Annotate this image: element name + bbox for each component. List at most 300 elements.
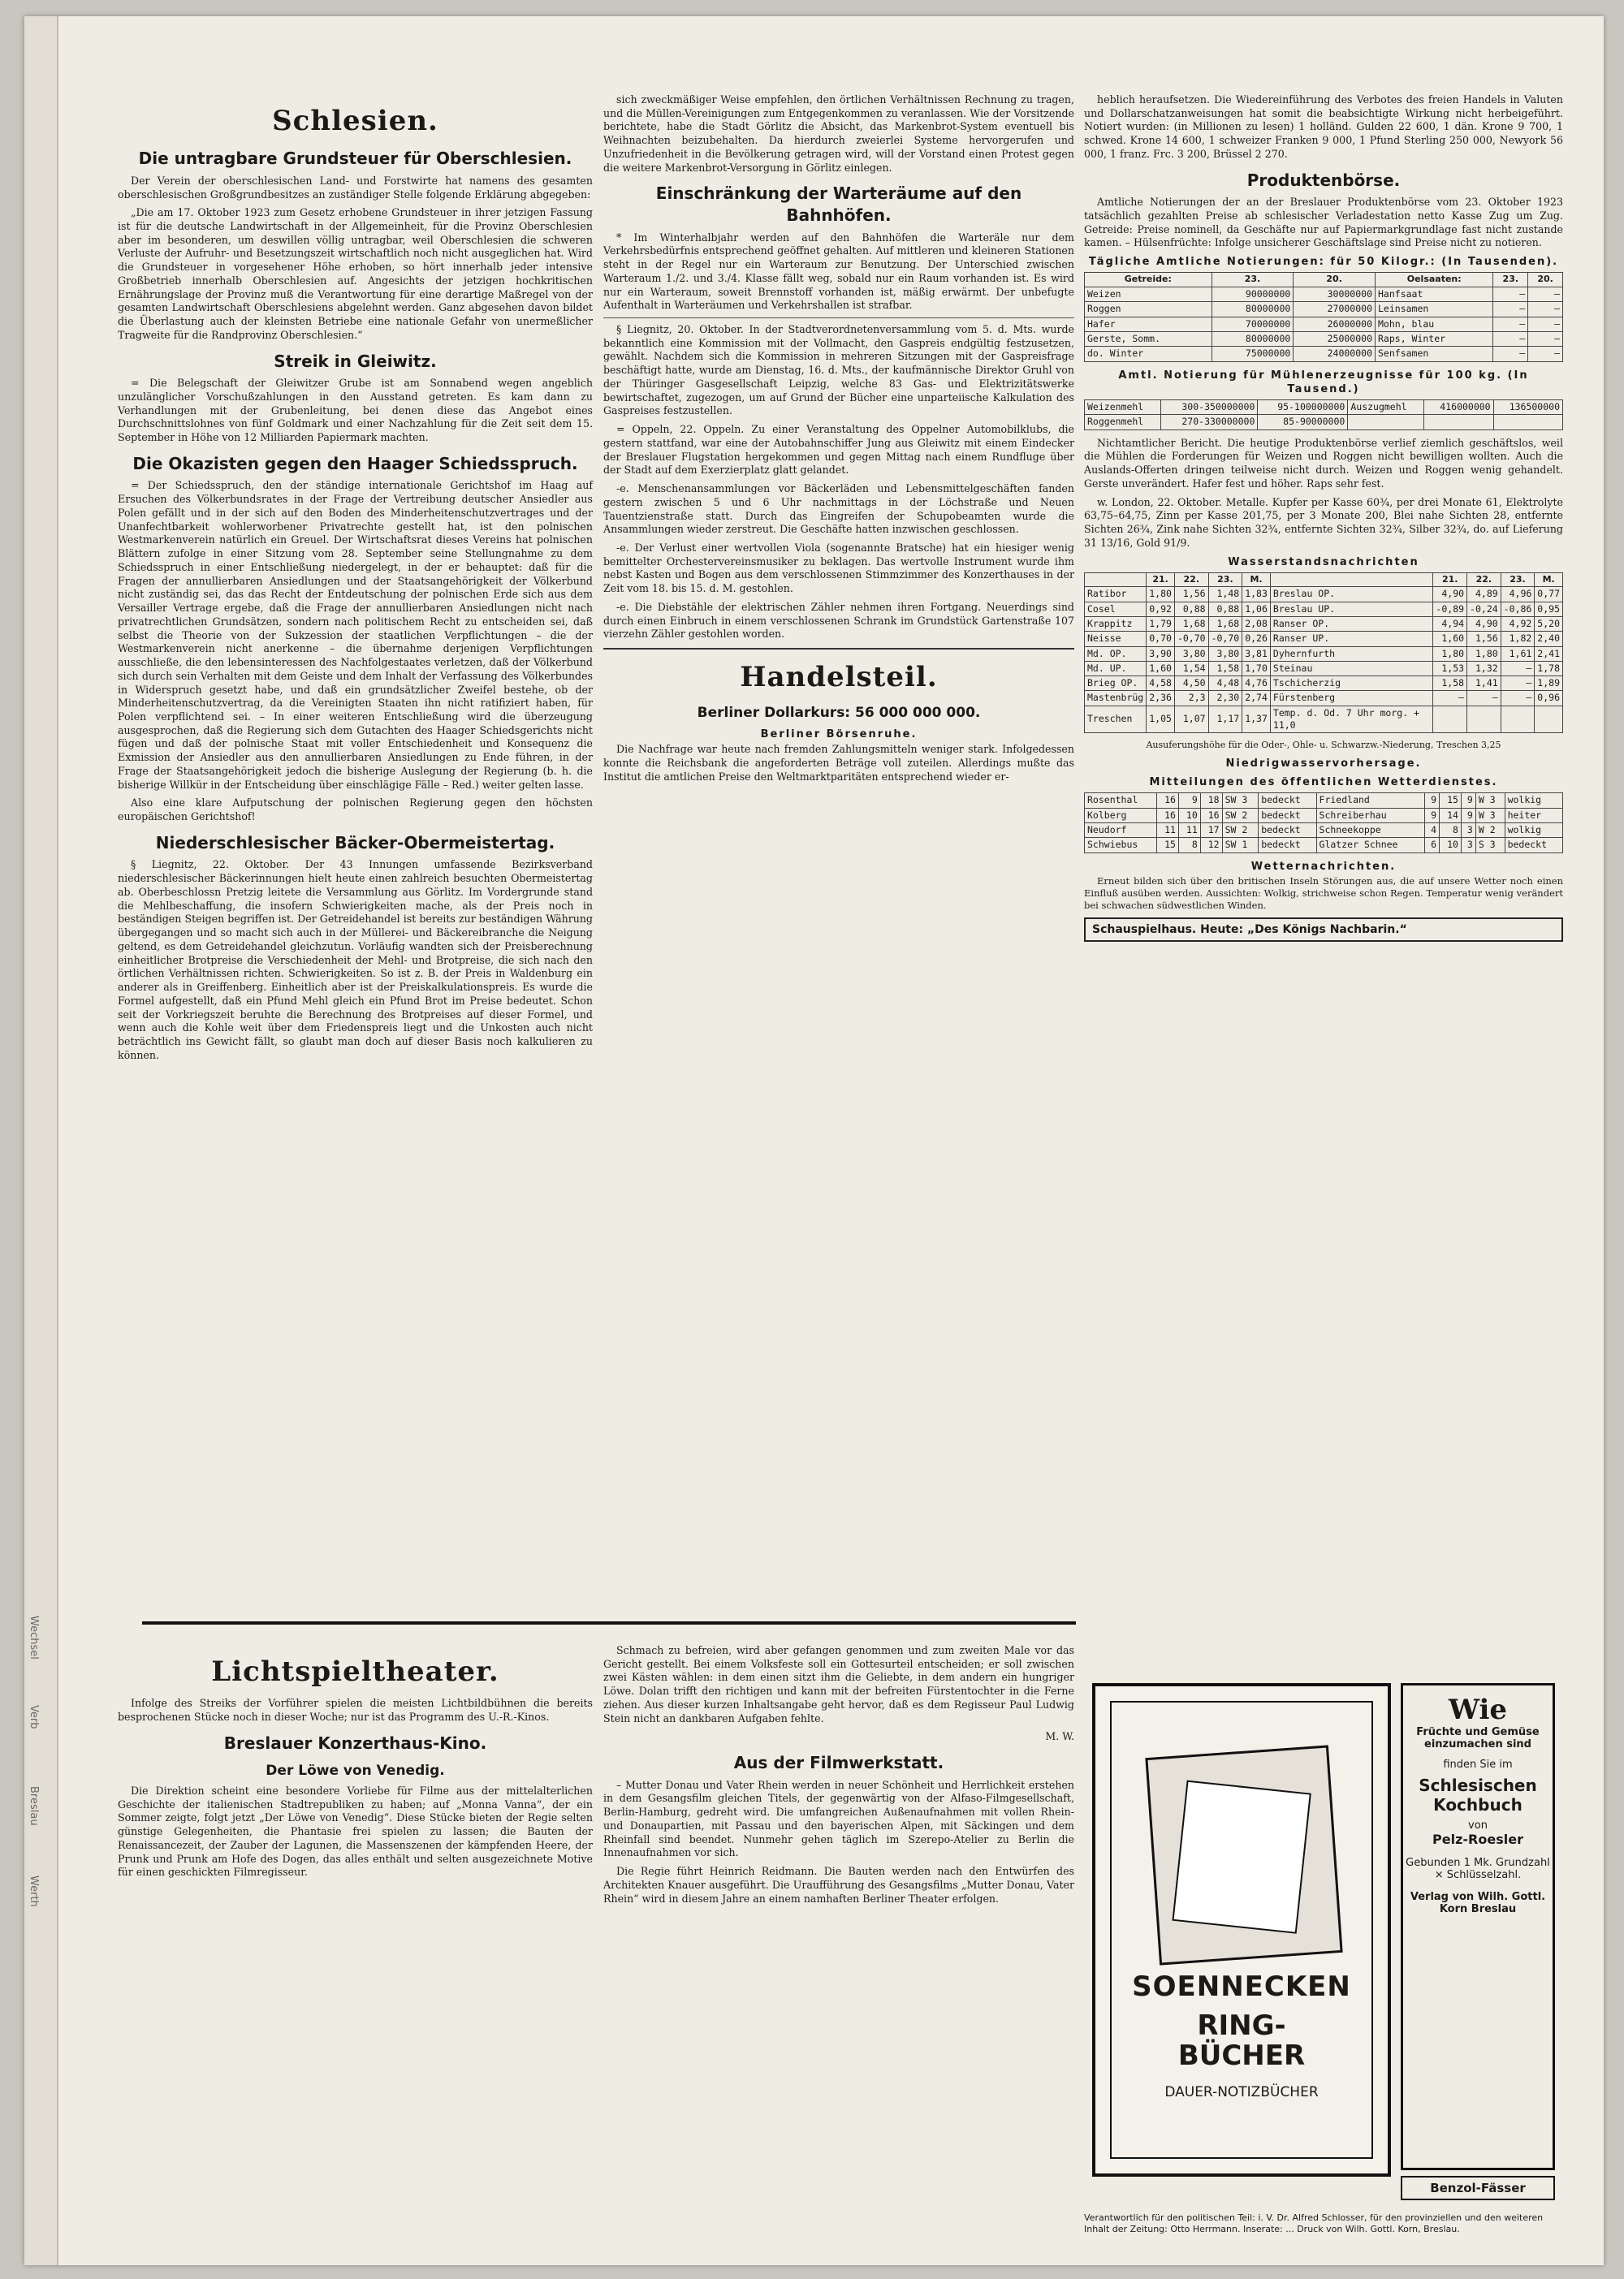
table-cell: 1,78 bbox=[1535, 661, 1563, 675]
table-cell: 4,94 bbox=[1433, 616, 1467, 631]
table-cell: 0,92 bbox=[1147, 602, 1175, 616]
table-cell: 1,82 bbox=[1501, 632, 1535, 646]
article-paragraph: = Oppeln, 22. Oppeln. Zu einer Veranstaltung des Oppelner Automobilklubs, die gestern stattfand, war eine der Autobahnschiffer Jung aus Gleiwitz mit einem Eindecker der Breslauer Flugstation hergekommen und gegen Mittag nach einem Rundfluge über der Stadt auf dem Exerzierplatz glatt gelandet. bbox=[603, 423, 1074, 477]
table-cell: Friedland bbox=[1316, 793, 1425, 808]
table-cell: 26000000 bbox=[1294, 317, 1376, 331]
table-row bbox=[1085, 587, 1563, 602]
table-cell: 1,06 bbox=[1242, 602, 1271, 616]
table-cell: 9 bbox=[1461, 808, 1475, 822]
table-caption: Wasserstandsnachrichten bbox=[1228, 555, 1419, 568]
table-cell: 0,26 bbox=[1242, 632, 1271, 646]
table-cell: — bbox=[1501, 661, 1535, 675]
table-cell: Fürstenberg bbox=[1270, 691, 1433, 706]
table-cell: SW 2 bbox=[1222, 808, 1259, 822]
table-cell: — bbox=[1501, 676, 1535, 691]
table-cell: 3,81 bbox=[1242, 646, 1271, 661]
table-cell: 15 bbox=[1157, 838, 1179, 852]
table-cell: 4,58 bbox=[1147, 676, 1175, 691]
table-cell: 4,90 bbox=[1433, 587, 1467, 602]
table-cell: 1,54 bbox=[1174, 661, 1208, 675]
article-paragraph: -e. Die Diebstähle der elektrischen Zähler nehmen ihren Fortgang. Neuerdings sind durch einen Einbruch in einem verschlossenen Schrank im Grundstück Gartenstraße 107 vierzehn Zähler gestohlen worden. bbox=[603, 600, 1074, 641]
table-cell: 1,58 bbox=[1433, 676, 1467, 691]
table-cell: Weizen bbox=[1085, 287, 1212, 302]
ad-text: Früchte und Gemüse einzumachen sind bbox=[1416, 1726, 1540, 1750]
table-header: 23. bbox=[1208, 572, 1242, 587]
article-headline: Einschränkung der Warteräume auf den Bahnhöfen. bbox=[655, 183, 1022, 225]
divider bbox=[603, 648, 1074, 650]
table-cell: 25000000 bbox=[1294, 331, 1376, 346]
table-cell: — bbox=[1528, 287, 1563, 302]
article-paragraph: heblich heraufsetzen. Die Wiedereinführung des Verbotes des freien Handels in Valuten und Dollarschatzanweisungen hat somit die beabsichtigte Wirkung nicht herbeigeführt. Notiert wurden: (in Millionen zu lesen) 1 holländ. Gulden 22 600, 1 dän. Krone 9 700, 1 schwed. Krone 14 600, 1 schweizer Franken 9 000, 1 Pfund Sterling 250 000, Newyork 56 000, 1 franz. Frc. 3 200, Brüssel 2 270. bbox=[1084, 93, 1563, 160]
table-cell: 12 bbox=[1200, 838, 1222, 852]
table-cell: -0,70 bbox=[1208, 632, 1242, 646]
table-caption: Tägliche Amtliche Notierungen: für 50 Kilogr.: (In Tausenden). bbox=[1088, 256, 1559, 269]
table-cell: 14 bbox=[1440, 808, 1462, 822]
table-row bbox=[1085, 616, 1563, 631]
table-cell: 1,37 bbox=[1242, 706, 1271, 733]
table-cell: 9 bbox=[1461, 793, 1475, 808]
table-cell: -0,24 bbox=[1467, 602, 1501, 616]
table-header: 21. bbox=[1147, 572, 1175, 587]
table-row bbox=[1085, 661, 1563, 675]
article-paragraph: Der Verein der oberschlesischen Land- und Forstwirte hat namens des gesamten oberschlesischen Großgrundbesitzes an zuständiger Stelle folgende Erklärung abgegeben: bbox=[118, 174, 593, 201]
table-row bbox=[1085, 632, 1563, 646]
soennecken-ad bbox=[1092, 1683, 1391, 2177]
table-cell: 18 bbox=[1200, 793, 1222, 808]
table-cell: — bbox=[1528, 331, 1563, 346]
table-cell: bedeckt bbox=[1259, 838, 1316, 852]
table-cell: 30000000 bbox=[1294, 287, 1376, 302]
table-row bbox=[1085, 822, 1563, 837]
table-cell: Brieg OP. bbox=[1085, 676, 1147, 691]
table-cell: Ranser OP. bbox=[1270, 616, 1433, 631]
ad-headline: Wie bbox=[1448, 1694, 1508, 1726]
article-paragraph: – Mutter Donau und Vater Rhein werden in neuer Schönheit und Herrlichkeit erstehen in dem Gesangsfilm gleichen Titels, der gegenwärtig von der Alfaso-Filmgesellschaft, Berlin-Hamburg, gedreht wird. Die umfangreichen Außenaufnahmen mit vollen Rhein- und Donaupartien, mit Passau und den bayerischen Alpen, mit Säckingen und dem Rheinfall sind beendet. Nunmehr gehen täglich im Szerepo-Atelier zu Berlin die Innenaufnahmen vor sich. bbox=[603, 1778, 1074, 1859]
ad-text: finden Sie im bbox=[1443, 1759, 1513, 1771]
table-cell: 8 bbox=[1440, 822, 1462, 837]
table-cell: 1,48 bbox=[1208, 587, 1242, 602]
article-headline: Produktenbörse. bbox=[1246, 170, 1401, 190]
table-cell: 6 bbox=[1425, 838, 1440, 852]
subheadline: Wetternachrichten. bbox=[1250, 860, 1397, 873]
table-cell: Schneekoppe bbox=[1316, 822, 1425, 837]
table-cell: 2,08 bbox=[1242, 616, 1271, 631]
article-headline: Aus der Filmwerkstatt. bbox=[733, 1753, 944, 1773]
book-title: Schlesischen Kochbuch bbox=[1419, 1776, 1537, 1815]
column-1 bbox=[118, 93, 593, 1067]
brand-name: SOENNECKEN bbox=[1132, 1970, 1351, 2003]
table-cell bbox=[1467, 706, 1501, 733]
article-paragraph: Infolge des Streiks der Vorführer spielen die meisten Lichtbildbühnen die bereits besprochenen Stücke noch in dieser Woche; nur ist das Programm des U.-R.-Kinos. bbox=[118, 1697, 593, 1723]
table-cell: 300-350000000 bbox=[1160, 400, 1257, 415]
table-caption: Amtl. Notierung für Mühlenerzeugnisse für 100 kg. (In Tausend.) bbox=[1118, 369, 1529, 395]
water-level-table bbox=[1084, 572, 1563, 733]
table-cell: Hanfsaat bbox=[1376, 287, 1493, 302]
table-header bbox=[1270, 572, 1433, 587]
table-cell: — bbox=[1493, 317, 1528, 331]
table-cell: 1,17 bbox=[1208, 706, 1242, 733]
table-cell: Auszugmehl bbox=[1348, 400, 1424, 415]
article-headline: Die untragbare Grundsteuer für Oberschlesien. bbox=[138, 149, 572, 169]
table-cell bbox=[1424, 415, 1493, 429]
table-cell: 9 bbox=[1425, 808, 1440, 822]
table-cell: 75000000 bbox=[1212, 347, 1294, 361]
article-subheadline: Der Löwe von Venedig. bbox=[266, 1763, 445, 1780]
article-paragraph: Erneut bilden sich über den britischen Inseln Störungen aus, die auf unsere Wetter noch einen Einfluß ausüben werden. Aussichten: Wolkig, strichweise schon Regen. Temperatur wenig verändert bei schwachen südwestlichen Winden. bbox=[1084, 874, 1563, 912]
column-2 bbox=[603, 93, 1074, 788]
table-cell: 0,70 bbox=[1147, 632, 1175, 646]
table-row bbox=[1085, 347, 1563, 361]
article-paragraph: Die Nachfrage war heute nach fremden Zahlungsmitteln weniger stark. Infolgedessen konnte die Reichsbank die angeforderten Beträge voll zuteilen. Allerdings mußte das Institut die amtlichen Preise den Weltmarktparitäten entsprechend wieder er- bbox=[603, 743, 1074, 783]
table-cell bbox=[1348, 415, 1424, 429]
table-cell: 1,41 bbox=[1467, 676, 1501, 691]
table-cell: 15 bbox=[1440, 793, 1462, 808]
table-cell: — bbox=[1528, 347, 1563, 361]
table-header: Getreide: bbox=[1085, 273, 1212, 287]
table-cell: 1,56 bbox=[1467, 632, 1501, 646]
table-cell: 4 bbox=[1425, 822, 1440, 837]
table-cell: Steinau bbox=[1270, 661, 1433, 675]
table-cell: Breslau OP. bbox=[1270, 587, 1433, 602]
table-header: 22. bbox=[1174, 572, 1208, 587]
article-paragraph: = Die Belegschaft der Gleiwitzer Grube ist am Sonnabend wegen angeblich unzulänglicher Vorschußzahlungen in den Ausstand getreten. Es kam dann zu Verhandlungen mit der Grubenleitung, bei denen diese das Angebot eines Durchschnittslohnes von fünf Goldmark und einer Nachzahlung für die Zeit seit dem 15. September in Höhe von 12 Milliarden Papiermark machten. bbox=[118, 377, 593, 444]
author-sign: M. W. bbox=[1045, 1730, 1074, 1743]
table-caption: Niedrigwasservorhersage. bbox=[1225, 757, 1422, 770]
cinema-continued bbox=[603, 1644, 1074, 1910]
binding-fragment: Breslau bbox=[28, 1786, 40, 1826]
table-cell: 70000000 bbox=[1212, 317, 1294, 331]
table-cell: 1,05 bbox=[1147, 706, 1175, 733]
table-cell: 80000000 bbox=[1212, 302, 1294, 317]
table-header: M. bbox=[1535, 572, 1563, 587]
table-cell: Roggen bbox=[1085, 302, 1212, 317]
table-cell: 1,56 bbox=[1174, 587, 1208, 602]
table-header: Oelsaaten: bbox=[1376, 273, 1493, 287]
table-cell: Leinsamen bbox=[1376, 302, 1493, 317]
table-cell: 1,60 bbox=[1433, 632, 1467, 646]
article-headline: Niederschlesischer Bäcker-Obermeistertag. bbox=[155, 832, 555, 852]
table-cell: 1,80 bbox=[1147, 587, 1175, 602]
article-headline: Die Okazisten gegen den Haager Schiedsspruch. bbox=[132, 453, 578, 473]
table-cell: bedeckt bbox=[1259, 822, 1316, 837]
table-cell: 16 bbox=[1157, 808, 1179, 822]
table-cell: 1,07 bbox=[1174, 706, 1208, 733]
dollar-rate: Berliner Dollarkurs: 56 000 000 000. bbox=[697, 705, 981, 722]
table-cell: Gerste, Somm. bbox=[1085, 331, 1212, 346]
table-cell: 9 bbox=[1425, 793, 1440, 808]
table-cell: 9 bbox=[1178, 793, 1200, 808]
table-header: 21. bbox=[1433, 572, 1467, 587]
table-cell: Krappitz bbox=[1085, 616, 1147, 631]
table-cell: 0,95 bbox=[1535, 602, 1563, 616]
article-paragraph: Schmach zu befreien, wird aber gefangen genommen und zum zweiten Male vor das Gericht gestellt. Bei einem Volksfeste soll ein Gottesurteil entscheiden; er soll zwischen zwei Kästen wählen: in dem einen sitzt ihm die Geliebte, in dem andern ein hungriger Löwe. Dolan trifft den richtigen und kann mit der befreiten Fürstentochter in die Ferne ziehen. Aus dieser kurzen Inhaltsangabe geht hervor, daß es dem Regisseur Paul Ludwig Stein nicht an dankbaren Aufgaben fehlte. bbox=[603, 1644, 1074, 1724]
table-cell: 95-100000000 bbox=[1258, 400, 1348, 415]
article-paragraph: -e. Der Verlust einer wertvollen Viola (sogenannte Bratsche) hat ein hiesiger wenig bemittelter Orchestervereinsmusiker zu beklagen. Das wertvolle Instrument wurde ihm nebst Kasten und Bogen aus dem verschlossenen Stimmzimmer des Konzerthauses in der Zeit vom 18. bis 15. d. M. gestohlen. bbox=[603, 542, 1074, 595]
newspaper-page bbox=[24, 16, 1604, 2265]
table-cell: Rosenthal bbox=[1085, 793, 1157, 808]
ring-binder-illustration bbox=[1145, 1745, 1342, 1965]
table-cell: 1,70 bbox=[1242, 661, 1271, 675]
divider bbox=[603, 317, 1074, 318]
table-cell: Tschicherzig bbox=[1270, 676, 1433, 691]
article-paragraph: w. London, 22. Oktober. Metalle. Kupfer per Kasse 60¾, per drei Monate 61, Elektrolyte 63,75–64,75, Zinn per Kasse 201,75, per 3 Monate 200, Blei nahe Sichten 28, entfernte Sichten 26¾, Zink nahe Sichten 32¾, entfernte Sichten 32¾, Silber 32¾, do. auf Lieferung 31 13/16, Gold 91/9. bbox=[1084, 495, 1563, 549]
table-header: 20. bbox=[1528, 273, 1563, 287]
section-title: Lichtspieltheater. bbox=[211, 1655, 499, 1688]
cookbook-ad bbox=[1401, 1683, 1555, 2170]
table-cell: 80000000 bbox=[1212, 331, 1294, 346]
table-cell: Md. OP. bbox=[1085, 646, 1147, 661]
table-header bbox=[1085, 572, 1147, 587]
article-paragraph: * Im Winterhalbjahr werden auf den Bahnhöfen die Warteräle nur dem Verkehrsbedürfnis entsprechend geöffnet gehalten. Auf mittleren und kleineren Stationen steht in der Regel nur ein Warteraum zur Benutzung. Der Unterschied zwischen Warteraum 1./2. und 3./4. Klasse fällt weg, sobald nur ein Raum vorhanden ist. Es wird nur ein Warteraum, soweit Brennstoff vorhanden ist, mäßig erwärmt. Der unbefugte Aufenthalt in Warteräumen und Verkehrshallen ist strafbar. bbox=[603, 231, 1074, 312]
table-cell: 1,61 bbox=[1501, 646, 1535, 661]
grain-price-table bbox=[1084, 272, 1563, 361]
table-header: 23. bbox=[1493, 273, 1528, 287]
table-row bbox=[1085, 331, 1563, 346]
table-cell: 1,68 bbox=[1208, 616, 1242, 631]
table-row bbox=[1085, 793, 1563, 808]
table-cell: 4,92 bbox=[1501, 616, 1535, 631]
table-cell: 24000000 bbox=[1294, 347, 1376, 361]
article-paragraph: sich zweckmäßiger Weise empfehlen, den örtlichen Verhältnissen Rechnung zu tragen, und die Müllen-Vereinigungen zum Entgegenkommen zu veranlassen. Wie der Vorsitzende berichtete, habe die Stadt Görlitz die Absicht, das Markenbrot-System eventuell bis Weihnachten beizubehalten. Da hierdurch zweierlei Systeme hervorgerufen und Unzufriedenheit in die Bevölkerung getragen wird, will der Vorstand einen Protest gegen die weitere Markenbrot-Versorgung in Görlitz einlegen. bbox=[603, 93, 1074, 174]
product-name-text: RING- BÜCHER bbox=[1177, 2009, 1306, 2073]
article-paragraph: § Liegnitz, 22. Oktober. Der 43 Innungen umfassende Bezirksverband niederschlesischer Bäckerinnungen hielt heute einen zahlreich besuchten Obermeistertag ab. Oberbeschlossn Pretzig leitete die Versammlung aus Görlitz. Im Vordergrunde stand die Mehlbeschaffung, die insofern Schwierigkeiten mache, als der Preis noch in beständigen Steigen begriffen ist. Der Getreidehandel ist bereits zur beständigen Währung übergegangen und so macht sich auch in der Müllerei- und Bäckereibranche die Neigung geltend, es dem Getreidehandel gleichzutun. Vorläufig wandten sich der Preisberechnung einheitlicher Brotpreise die Verschiedenheit der Mehl- und Brotpreise, die sich nach den örtlichen Verhältnissen richten. Schwierigkeiten. So ist z. B. der Preis in Waldenburg ein anderer als in Greiffenberg. Einheitlich aber ist der Preiskalkulationspreis. Es wurde die Formel aufgestellt, daß ein Pfund Mehl gleich ein Pfund Brot im Preise bedeutet. Schon seit der Vorkriegszeit beruhte die Berechnung des Brotpreises auf dieser Formel, und wenn auch die Kohle weit über dem Friedenspreis liegt und die Unkosten auch nicht beträchtlich ins Gewicht fällt, so glaubt man doch auf dieser Basis noch kalkulieren zu können. bbox=[118, 858, 593, 1061]
table-cell: 3,80 bbox=[1174, 646, 1208, 661]
table-cell: 1,80 bbox=[1467, 646, 1501, 661]
article-paragraph: Amtliche Notierungen der an der Breslauer Produktenbörse vom 23. Oktober 1923 tatsächlich gezahlten Preise ab schlesischer Verladestation netto Kasse Zug um Zug. Getreide: Preise nominell, da Geschäfte nur auf Papiermarkgrundlage fast nicht zustande kamen. – Hülsenfrüchte: Infolge unsicherer Geschäftslage sind Preise nicht zu notieren. bbox=[1084, 196, 1563, 249]
table-row bbox=[1085, 838, 1563, 852]
table-cell bbox=[1535, 706, 1563, 733]
table-cell: Neisse bbox=[1085, 632, 1147, 646]
water-note: Ausuferungshöhe für die Oder-, Ohle- u. Schwarzw.-Niederung, Treschen 3,25 bbox=[1146, 740, 1501, 751]
article-paragraph: Also eine klare Aufputschung der polnischen Regierung gegen den höchsten europäischen Gerichtshof! bbox=[118, 796, 593, 823]
table-header: M. bbox=[1242, 572, 1271, 587]
article-headline: Streik in Gleiwitz. bbox=[274, 351, 437, 371]
cinema-section bbox=[118, 1644, 593, 1884]
table-cell: Weizenmehl bbox=[1085, 400, 1161, 415]
table-cell: W 3 bbox=[1475, 808, 1505, 822]
table-cell: wolkig bbox=[1505, 822, 1562, 837]
benzol-ad: Benzol-Fässer bbox=[1401, 2176, 1555, 2200]
theatre-notice: Schauspielhaus. Heute: „Des Königs Nachbarin.“ bbox=[1084, 917, 1563, 943]
table-cell: 1,80 bbox=[1433, 646, 1467, 661]
table-cell: W 3 bbox=[1475, 793, 1505, 808]
table-row bbox=[1085, 400, 1563, 415]
ad-frame bbox=[1110, 1701, 1373, 2159]
table-cell: 10 bbox=[1440, 838, 1462, 852]
table-cell: 2,41 bbox=[1535, 646, 1563, 661]
table-cell: 0,88 bbox=[1208, 602, 1242, 616]
table-cell: bedeckt bbox=[1259, 793, 1316, 808]
table-cell bbox=[1433, 706, 1467, 733]
advertisement-area bbox=[1084, 1644, 1563, 2212]
table-cell: -0,89 bbox=[1433, 602, 1467, 616]
table-cell: wolkig bbox=[1505, 793, 1562, 808]
table-cell: -0,70 bbox=[1174, 632, 1208, 646]
table-cell: — bbox=[1493, 287, 1528, 302]
article-paragraph: Nichtamtlicher Bericht. Die heutige Produktenbörse verlief ziemlich geschäftslos, weil die Mühlen die Forderungen für Weizen und Roggen nicht bewilligen wollten. Auch die Auslands-Offerten dringen teilweise nicht durch. Weizen und Roggen wenig gehandelt. Gerste unverändert. Hafer fest und höher. Raps sehr fest. bbox=[1084, 436, 1563, 490]
table-cell bbox=[1493, 415, 1562, 429]
table-cell: 2,74 bbox=[1242, 691, 1271, 706]
table-cell: — bbox=[1528, 302, 1563, 317]
table-cell: Senfsamen bbox=[1376, 347, 1493, 361]
table-cell: — bbox=[1433, 691, 1467, 706]
table-cell: SW 1 bbox=[1222, 838, 1259, 852]
table-cell: 1,60 bbox=[1147, 661, 1175, 675]
binding-fragment: Verb bbox=[28, 1705, 40, 1729]
table-cell: bedeckt bbox=[1259, 808, 1316, 822]
article-paragraph: Die Regie führt Heinrich Reidmann. Die Bauten werden nach den Entwürfen des Architekten Knauer ausgeführt. Die Uraufführung des Gesangsfilms „Mutter Donau, Vater Rhein“ wird in diesem Jahre an einem namhaften Berliner Theater erfolgen. bbox=[603, 1865, 1074, 1905]
table-cell: Cosel bbox=[1085, 602, 1147, 616]
article-paragraph: „Die am 17. Oktober 1923 zum Gesetz erhobene Grundsteuer in ihrer jetzigen Fassung ist für die deutsche Landwirtschaft in der Allgemeinheit, für die Provinz Oberschlesien aber im besonderen, um deswillen völlig untragbar, weil Oberschlesien die schweren Verluste der Aufruhr- und Besetzungszeit wirtschaftlich noch nicht ausgeglichen hat. Wird die Grundsteuer in vorgesehener Höhe erhoben, so hört innerhalb jeder intensive Großbetrieb innerhalb Oberschlesien auf. Angesichts der jetzigen hochkritischen Ernährungslage der Provinz muß die Verantwortung für eine derartige Maßregel von der gesamten Landwirtschaft Oberschlesiens abgelehnt werden. Ganz abgesehen davon bildet die Überlastung auch der kleinsten Betriebe eine nationale Gefahr von unermeßlicher Tragweite für die Randprovinz Oberschlesien.“ bbox=[118, 206, 593, 341]
table-cell: Md. UP. bbox=[1085, 661, 1147, 675]
ad-text: von bbox=[1468, 1819, 1488, 1832]
table-cell: Glatzer Schnee bbox=[1316, 838, 1425, 852]
table-cell: — bbox=[1528, 317, 1563, 331]
table-row bbox=[1085, 706, 1563, 733]
imprint: Verantwortlich für den politischen Teil: i. V. Dr. Alfred Schlosser, für den provinziellen und den weiteren Inhalt der Zeitung: Otto Herrmann. Inserate: ... Druck von Wilh. Gottl. Korn, Breslau. bbox=[1084, 2212, 1544, 2235]
publisher: Verlag von Wilh. Gottl. Korn Breslau bbox=[1410, 1891, 1546, 1915]
table-cell: 11 bbox=[1178, 822, 1200, 837]
table-cell: 4,48 bbox=[1208, 676, 1242, 691]
table-cell: — bbox=[1501, 691, 1535, 706]
table-row bbox=[1085, 317, 1563, 331]
table-cell: 3 bbox=[1461, 838, 1475, 852]
article-paragraph: -e. Menschenansammlungen vor Bäckerläden und Lebensmittelgeschäften fanden gestern zwischen 5 und 6 Uhr nachmittags in der Löchstraße und Neuen Tauentzienstraße statt. Durch das Eingreifen der Schupobeamten wurde die Ansammlungen wieder zerstreut. Die Geschäfte hatten inzwischen geschlossen. bbox=[603, 482, 1074, 536]
table-header: 20. bbox=[1294, 273, 1376, 287]
table-cell: Mohn, blau bbox=[1376, 317, 1493, 331]
table-cell bbox=[1501, 706, 1535, 733]
table-cell: Neudorf bbox=[1085, 822, 1157, 837]
table-cell: 4,89 bbox=[1467, 587, 1501, 602]
table-cell: Dyhernfurth bbox=[1270, 646, 1433, 661]
table-cell: Treschen bbox=[1085, 706, 1147, 733]
flour-price-table bbox=[1084, 399, 1563, 430]
table-cell: 0,96 bbox=[1535, 691, 1563, 706]
table-cell: -0,86 bbox=[1501, 602, 1535, 616]
table-cell: 8 bbox=[1178, 838, 1200, 852]
table-row bbox=[1085, 602, 1563, 616]
table-cell: 10 bbox=[1178, 808, 1200, 822]
table-cell: 27000000 bbox=[1294, 302, 1376, 317]
table-cell: 416000000 bbox=[1424, 400, 1493, 415]
table-header: 23. bbox=[1501, 572, 1535, 587]
table-row bbox=[1085, 287, 1563, 302]
table-cell: 17 bbox=[1200, 822, 1222, 837]
binding-edge bbox=[24, 16, 58, 2265]
table-header: 22. bbox=[1467, 572, 1501, 587]
table-row bbox=[1085, 808, 1563, 822]
table-cell: Raps, Winter bbox=[1376, 331, 1493, 346]
table-cell: 2,3 bbox=[1174, 691, 1208, 706]
table-row bbox=[1085, 691, 1563, 706]
table-cell: — bbox=[1493, 331, 1528, 346]
product-name bbox=[1112, 2011, 1371, 2072]
weather-table bbox=[1084, 792, 1563, 852]
table-cell: S 3 bbox=[1475, 838, 1505, 852]
table-header: 23. bbox=[1212, 273, 1294, 287]
table-cell: 0,77 bbox=[1535, 587, 1563, 602]
table-cell: — bbox=[1493, 302, 1528, 317]
table-cell: 4,50 bbox=[1174, 676, 1208, 691]
table-caption: Mitteilungen des öffentlichen Wetterdienstes. bbox=[1149, 776, 1498, 789]
binding-fragment: Werth bbox=[28, 1875, 40, 1907]
table-row bbox=[1085, 302, 1563, 317]
table-cell: 3,90 bbox=[1147, 646, 1175, 661]
table-row bbox=[1085, 646, 1563, 661]
table-cell: 3 bbox=[1461, 822, 1475, 837]
table-cell: Schwiebus bbox=[1085, 838, 1157, 852]
table-cell: 11 bbox=[1157, 822, 1179, 837]
table-cell: 1,79 bbox=[1147, 616, 1175, 631]
table-cell: SW 3 bbox=[1222, 793, 1259, 808]
table-cell: 0,88 bbox=[1174, 602, 1208, 616]
book-price: Gebunden 1 Mk. Grundzahl × Schlüsselzahl. bbox=[1406, 1857, 1550, 1881]
table-cell: 4,96 bbox=[1501, 587, 1535, 602]
table-cell: W 2 bbox=[1475, 822, 1505, 837]
table-cell: 1,32 bbox=[1467, 661, 1501, 675]
article-headline: Breslauer Konzerthaus-Kino. bbox=[223, 1733, 487, 1753]
section-title: Schlesien. bbox=[272, 105, 438, 137]
column-3 bbox=[1084, 93, 1563, 948]
table-cell: 4,90 bbox=[1467, 616, 1501, 631]
table-cell: SW 2 bbox=[1222, 822, 1259, 837]
table-cell: 16 bbox=[1157, 793, 1179, 808]
table-cell: Breslau UP. bbox=[1270, 602, 1433, 616]
table-cell: 270-330000000 bbox=[1160, 415, 1257, 429]
table-cell: 2,36 bbox=[1147, 691, 1175, 706]
table-cell: Mastenbrüg bbox=[1085, 691, 1147, 706]
article-paragraph: = Der Schiedsspruch, den der ständige internationale Gerichtshof im Haag auf Ersuchen des Völkerbundsrates in der Frage der Vertreibung deutscher Ansiedler aus Polen gefällt und in der sich auf den Boden des Minderheitenschutzvertrages und der Unanfechtbarkeit wohlerworbener Privatrechte gestellt hat, ist den polnischen Westmarkenverein natürlich ein Greuel. Der Wirtschaftsrat dieses Vereins hat polnischen Blättern zufolge in einer Sitzung vom 28. September seine Stellungnahme zu dem Schiedsspruch in einer Entschließung niedergelegt, in der er behauptet: daß für die Fragen der annullierbaren Ansiedlungen und der Staatsangehörigkeit der Völkerbund nicht zuständig sei, das das Recht der Entdeutschung der polnischen Erde sich aus dem Versailler Vertrage ergebe, daß die Frage der annullierbaren Ansiedlungen nicht nach privatrechtlichen Grundsätzen, sondern nach politischem Recht zu entscheiden sei, daß selbst die Theorie von der Sukzession der staatlichen Verpflichtungen – die der Westmarkenverein nicht anerkenne – die übernahme derjenigen Verpflichtungen ausschließe, die den lebensinteressen des Nachfolgestaates verletzen, daß der Völkerbund sich durch sein Verhalten mit dem Geiste und dem Inhalt der Verfassung des Völkerbundes in Widerspruch gesetzt habe, und daß ein grundsätzlicher Zweifel bestehe, ob der Minderheitenschutzvertrag, da die Vereinigten Staaten ihn nicht ratifiziert haben, für Polen verpflichtend sei. – In einer weiteren Entschließung wird die überzeugung ausgesprochen, daß die Regierung sich dem Gutachten des Haager Schiedsgerichts nicht fügen und daß der polnische Staat mit voller Entschiedenheit und Konsequenz die Exmission der Ansiedler aus den annullierbaren Ansiedlungen zu Ende führen, in der Frage der Staatsangehörigkeit jedoch die bisherige Auslegung der Regierung (b. h. die bisherige Willkür in der Entscheidung über einschlägige Fälle – Red.) weiter gelten lasse. bbox=[118, 479, 593, 791]
table-cell: 1,53 bbox=[1433, 661, 1467, 675]
table-cell: 1,83 bbox=[1242, 587, 1271, 602]
table-cell: — bbox=[1493, 347, 1528, 361]
article-paragraph: § Liegnitz, 20. Oktober. In der Stadtverordnetenversammlung vom 5. d. Mts. wurde bekanntlich eine Kommission mit der Vollmacht, den Gaspreis endgültig festzusetzen, gewählt. Nachdem sich die Kommission in mehreren Sitzungen mit der Gaspreisfrage beschäftigt hatte, wurde am Dienstag, 16. d. Mts., der kaufmännische Direktor Gruhl von der Thüringer Gasgesellschaft Leipzig, welche 83 Gas- und Elektrizitätswerke bewirtschaftet, zugezogen, um auf Grund der Bücher eine unparteiische Kalkulation des Gaspreises festzustellen. bbox=[603, 323, 1074, 417]
table-cell: Hafer bbox=[1085, 317, 1212, 331]
section-rule bbox=[142, 1621, 1076, 1625]
table-cell: 136500000 bbox=[1493, 400, 1562, 415]
article-paragraph: Die Direktion scheint eine besondere Vorliebe für Filme aus der mittelalterlichen Geschichte der italienischen Stadtrepubliken zu haben; auf „Monna Vanna“, der ein Sommer zeigte, folgt jetzt „Der Löwe von Venedig“. Diese Stücke bieten der Regie selten günstige Gelegenheiten, die Phantasie frei spielen zu lassen; die Bauten der Renaissancezeit, der Zauber der Lagunen, die Massenszenen der kämpfenden Heere, der Prunk und Prunk am Hofe des Dogen, das alles enthält und selten ausgezeichnete Motive für einen geschickten Filmregisseur. bbox=[118, 1784, 593, 1879]
table-cell: 1,68 bbox=[1174, 616, 1208, 631]
table-row bbox=[1085, 415, 1563, 429]
table-cell: heiter bbox=[1505, 808, 1562, 822]
binding-fragment: Wechsel bbox=[28, 1616, 40, 1660]
table-cell: bedeckt bbox=[1505, 838, 1562, 852]
table-cell: 3,80 bbox=[1208, 646, 1242, 661]
subheadline: Berliner Börsenruhe. bbox=[760, 727, 918, 740]
table-row bbox=[1085, 676, 1563, 691]
table-cell: do. Winter bbox=[1085, 347, 1212, 361]
table-cell: — bbox=[1467, 691, 1501, 706]
section-title: Handelsteil. bbox=[740, 661, 938, 694]
table-cell: Kolberg bbox=[1085, 808, 1157, 822]
table-cell: 2,30 bbox=[1208, 691, 1242, 706]
book-author: Pelz-Roesler bbox=[1432, 1832, 1523, 1847]
table-cell: 4,76 bbox=[1242, 676, 1271, 691]
table-cell: 1,58 bbox=[1208, 661, 1242, 675]
table-cell: 2,40 bbox=[1535, 632, 1563, 646]
table-cell: 85-90000000 bbox=[1258, 415, 1348, 429]
table-cell: Schreiberhau bbox=[1316, 808, 1425, 822]
table-cell: Roggenmehl bbox=[1085, 415, 1161, 429]
product-tagline: DAUER-NOTIZBÜCHER bbox=[1164, 2084, 1319, 2100]
table-cell: Ranser UP. bbox=[1270, 632, 1433, 646]
table-cell: Temp. d. Od. 7 Uhr morg. + 11,0 bbox=[1270, 706, 1433, 733]
table-cell: 5,20 bbox=[1535, 616, 1563, 631]
table-cell: 1,89 bbox=[1535, 676, 1563, 691]
table-cell: 90000000 bbox=[1212, 287, 1294, 302]
table-cell: Ratibor bbox=[1085, 587, 1147, 602]
table-cell: 16 bbox=[1200, 808, 1222, 822]
